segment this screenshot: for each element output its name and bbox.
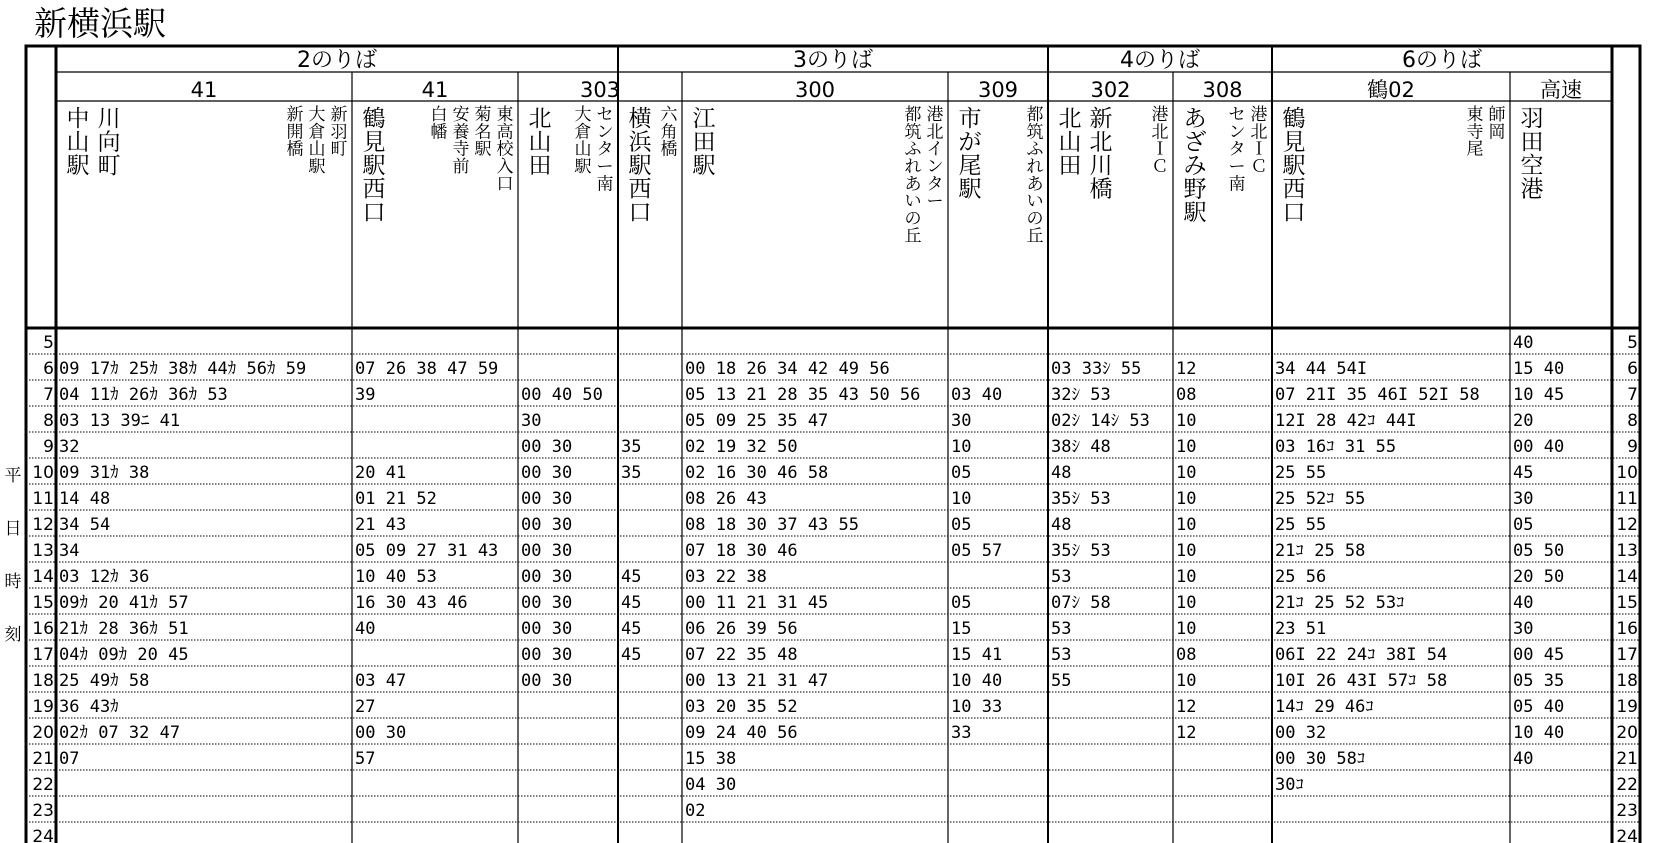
departure-times: 07 26 38 47 59 (355, 359, 499, 379)
departure-times: 08 26 43 (685, 489, 767, 509)
departure-times: 00 30 (521, 437, 573, 457)
departure-times: 07 18 30 46 (685, 541, 798, 561)
departure-times: 02ｼ 14ｼ 53 (1051, 411, 1150, 431)
departure-times: 00 30 (521, 619, 573, 639)
departure-times: 08 18 30 37 43 55 (685, 515, 859, 535)
departure-times: 15 40 (1513, 359, 1565, 379)
route-label: 309 (977, 78, 1019, 102)
route-label: 302 (1090, 78, 1131, 102)
departure-times: 32ｼ 53 (1051, 385, 1111, 405)
hour-label-right: 13 (1616, 541, 1638, 561)
departure-times: 21ｶ 28 36ｶ 51 (59, 619, 189, 639)
route-label: 41 (190, 78, 218, 102)
departure-times: 30 (521, 411, 542, 431)
hour-label-left: 16 (32, 619, 54, 639)
destination-via-label: 東寺尾 (1466, 105, 1484, 160)
destination-main-label: 横浜駅西口 (628, 106, 652, 226)
destination-main-label: 川向町 (97, 106, 121, 179)
hour-label-left: 13 (32, 541, 54, 561)
departure-times: 09 31ｶ 38 (59, 463, 150, 483)
departure-times: 09 17ｶ 25ｶ 38ｶ 44ｶ 56ｶ 59 (59, 359, 307, 379)
destination-via-label: 新開橋 (286, 105, 304, 160)
departure-times: 04 30 (685, 775, 737, 795)
departure-times: 30ｺ (1275, 775, 1304, 795)
departure-times: 48 (1051, 515, 1072, 535)
hour-label-left: 17 (32, 645, 54, 665)
route-label: 308 (1202, 78, 1243, 102)
departure-times: 00 18 26 34 42 49 56 (685, 359, 890, 379)
departure-times: 34 54 (59, 515, 111, 535)
departure-times: 39 (355, 385, 376, 405)
hour-label-left: 24 (32, 827, 54, 843)
hour-label-right: 22 (1616, 775, 1638, 795)
departure-times: 10 33 (951, 697, 1003, 717)
departure-times: 45 (1513, 463, 1534, 483)
departure-times: 09ｶ 20 41ｶ 57 (59, 593, 189, 613)
hour-label-right: 10 (1616, 463, 1638, 483)
departure-times: 08 (1176, 645, 1197, 665)
departure-times: 02 16 30 46 58 (685, 463, 829, 483)
departure-times: 02 (685, 801, 706, 821)
departure-times: 14ｺ 29 46ｺ (1275, 697, 1374, 717)
destination-via-label: 大倉山駅 (308, 105, 326, 178)
departure-times: 05 (951, 593, 972, 613)
platform-label: 3のりば (793, 48, 873, 73)
hour-label-left: 15 (32, 593, 54, 613)
departure-times: 23 51 (1275, 619, 1327, 639)
departure-times: 20 50 (1513, 567, 1565, 587)
weekday-label-char: 日 (4, 519, 22, 539)
destination-via-label: 都筑ふれあいの丘 (1026, 105, 1044, 247)
departure-times: 00 30 (521, 645, 573, 665)
departure-times: 12 (1176, 723, 1197, 743)
hour-label-right: 17 (1616, 645, 1638, 665)
departure-times: 12I 28 42ｺ 44I (1275, 411, 1417, 431)
departure-times: 40 (355, 619, 376, 639)
departure-times: 53 (1051, 645, 1072, 665)
departure-times: 45 (621, 619, 642, 639)
destination-via-label: 安養寺前 (452, 105, 470, 178)
hour-label-right: 12 (1616, 515, 1638, 535)
departure-times: 33 (951, 723, 972, 743)
departure-times: 05 50 (1513, 541, 1565, 561)
destination-via-label: 六角橋 (660, 105, 678, 160)
departure-times: 20 41 (355, 463, 407, 483)
route-label: 303 (579, 78, 621, 102)
departure-times: 05 (951, 463, 972, 483)
hour-label-left: 12 (32, 515, 54, 535)
departure-times: 10 (1176, 567, 1197, 587)
hour-label-left: 19 (32, 697, 54, 717)
departure-times: 07 (59, 749, 80, 769)
departure-times: 02ｶ 07 32 47 (59, 723, 181, 743)
departure-times: 12 (1176, 359, 1197, 379)
departure-times: 03 20 35 52 (685, 697, 798, 717)
departure-times: 05 57 (951, 541, 1003, 561)
destination-main-label: 中山駅 (66, 106, 90, 179)
departure-times: 35ｼ 53 (1051, 489, 1111, 509)
weekday-label-char: 平 (4, 466, 22, 486)
departure-times: 00 13 21 31 47 (685, 671, 829, 691)
hour-label-right: 21 (1616, 749, 1638, 769)
departure-times: 40 (1513, 333, 1534, 353)
destination-via-label: センター南 (596, 105, 614, 195)
departure-times: 05 09 27 31 43 (355, 541, 499, 561)
departure-times: 35 (621, 437, 642, 457)
departure-times: 21ｺ 25 58 (1275, 541, 1366, 561)
departure-times: 07 22 35 48 (685, 645, 798, 665)
departure-times: 40 (1513, 593, 1534, 613)
departure-times: 12 (1176, 697, 1197, 717)
departure-times: 06I 22 24ｺ 38I 54 (1275, 645, 1448, 665)
departure-times: 30 (951, 411, 972, 431)
departure-times: 45 (621, 593, 642, 613)
departure-times: 25 55 (1275, 463, 1327, 483)
hour-label-left: 5 (43, 333, 54, 353)
hour-label-right: 18 (1616, 671, 1638, 691)
departure-times: 00 30 (521, 541, 573, 561)
departure-times: 05 (1513, 515, 1534, 535)
hour-label-right: 15 (1616, 593, 1638, 613)
hour-label-left: 21 (32, 749, 54, 769)
departure-times: 10 40 53 (355, 567, 437, 587)
departure-times: 00 40 (1513, 437, 1565, 457)
departure-times: 53 (1051, 567, 1072, 587)
departure-times: 10 (1176, 463, 1197, 483)
departure-times: 10 (951, 489, 972, 509)
destination-via-label: 白幡 (430, 105, 448, 143)
departure-times: 05 40 (1513, 697, 1565, 717)
departure-times: 03 47 (355, 671, 407, 691)
departure-times: 00 30 (521, 463, 573, 483)
departure-times: 10 (1176, 541, 1197, 561)
departure-times: 57 (355, 749, 376, 769)
departure-times: 55 (1051, 671, 1072, 691)
departure-times: 10 (951, 437, 972, 457)
departure-times: 05 09 25 35 47 (685, 411, 829, 431)
route-label: 41 (421, 78, 449, 102)
destination-via-label: 新羽町 (330, 105, 348, 160)
departure-times: 10 (1176, 671, 1197, 691)
hour-label-right: 7 (1627, 385, 1638, 405)
departure-times: 35ｼ 53 (1051, 541, 1111, 561)
route-label: 300 (794, 78, 836, 102)
departure-times: 00 32 (1275, 723, 1327, 743)
hour-label-right: 9 (1627, 437, 1638, 457)
departure-times: 15 (951, 619, 972, 639)
destination-main-label: あざみ野駅 (1183, 106, 1207, 226)
hour-label-right: 16 (1616, 619, 1638, 639)
departure-times: 00 30 (521, 567, 573, 587)
hour-label-right: 6 (1627, 359, 1638, 379)
destination-via-label: 港北インター (926, 105, 944, 212)
departure-times: 03 13 39ﾆ 41 (59, 411, 181, 431)
departure-times: 10 (1176, 411, 1197, 431)
hour-label-right: 19 (1616, 697, 1638, 717)
destination-via-label: 都筑ふれあいの丘 (904, 105, 922, 247)
departure-times: 40 (1513, 749, 1534, 769)
hour-label-right: 23 (1616, 801, 1638, 821)
departure-times: 21ｺ 25 52 53ｺ (1275, 593, 1405, 613)
departure-times: 03 16ｺ 31 55 (1275, 437, 1397, 457)
hour-label-left: 10 (32, 463, 54, 483)
departure-times: 53 (1051, 619, 1072, 639)
departure-times: 25 52ｺ 55 (1275, 489, 1366, 509)
departure-times: 10I 26 43I 57ｺ 58 (1275, 671, 1448, 691)
destination-via-label: 港北ＩＣ (1250, 105, 1268, 178)
destination-main-label: 北山田 (1058, 106, 1082, 179)
departure-times: 00 30 (355, 723, 407, 743)
destination-main-label: 北山田 (528, 106, 552, 179)
departure-times: 10 40 (951, 671, 1003, 691)
route-label: 高速 (1540, 78, 1582, 102)
departure-times: 10 (1176, 489, 1197, 509)
departure-times: 25 56 (1275, 567, 1327, 587)
weekday-label-char: 時 (4, 572, 22, 592)
departure-times: 35 (621, 463, 642, 483)
departure-times: 00 30 (521, 515, 573, 535)
departure-times: 02 19 32 50 (685, 437, 798, 457)
departure-times: 38ｼ 48 (1051, 437, 1111, 457)
departure-times: 03 40 (951, 385, 1003, 405)
departure-times: 03 33ｼ 55 (1051, 359, 1142, 379)
destination-main-label: 江田駅 (692, 106, 716, 179)
departure-times: 01 21 52 (355, 489, 437, 509)
departure-times: 10 40 (1513, 723, 1565, 743)
departure-times: 27 (355, 697, 376, 717)
hour-label-left: 23 (32, 801, 54, 821)
platform-label: 2のりば (297, 48, 377, 73)
departure-times: 05 (951, 515, 972, 535)
departure-times: 10 (1176, 619, 1197, 639)
departure-times: 05 35 (1513, 671, 1565, 691)
departure-times: 45 (621, 567, 642, 587)
hour-label-right: 5 (1627, 333, 1638, 353)
hour-label-left: 7 (43, 385, 54, 405)
hour-label-left: 22 (32, 775, 54, 795)
departure-times: 05 13 21 28 35 43 50 56 (685, 385, 921, 405)
destination-via-label: 港北ＩＣ (1151, 105, 1169, 178)
departure-times: 08 (1176, 385, 1197, 405)
departure-times: 36 43ｶ (59, 697, 119, 717)
hour-label-right: 24 (1616, 827, 1638, 843)
page-title: 新横浜駅 (34, 4, 166, 43)
destination-main-label: 鶴見駅西口 (1282, 106, 1306, 226)
departure-times: 04ｶ 09ｶ 20 45 (59, 645, 189, 665)
departure-times: 10 (1176, 437, 1197, 457)
departure-times: 48 (1051, 463, 1072, 483)
departure-times: 03 12ｶ 36 (59, 567, 150, 587)
departure-times: 07ｼ 58 (1051, 593, 1111, 613)
platform-label: 4のりば (1120, 48, 1200, 73)
platform-label: 6のりば (1402, 48, 1482, 73)
departure-times: 25 49ｶ 58 (59, 671, 150, 691)
weekday-label-char: 刻 (4, 625, 22, 645)
destination-main-label: 市が尾駅 (958, 106, 982, 203)
departure-times: 16 30 43 46 (355, 593, 468, 613)
departure-times: 00 30 (521, 593, 573, 613)
destination-via-label: 大倉山駅 (574, 105, 592, 178)
hour-label-left: 14 (32, 567, 54, 587)
departure-times: 45 (621, 645, 642, 665)
departure-times: 10 (1176, 515, 1197, 535)
departure-times: 21 43 (355, 515, 407, 535)
departure-times: 30 (1513, 619, 1534, 639)
destination-main-label: 新北川橋 (1089, 106, 1113, 203)
departure-times: 00 45 (1513, 645, 1565, 665)
destination-via-label: 師岡 (1488, 105, 1506, 143)
hour-label-right: 8 (1627, 411, 1638, 431)
departure-times: 14 48 (59, 489, 111, 509)
departure-times: 20 (1513, 411, 1534, 431)
table-frame (26, 46, 1640, 843)
departure-times: 07 21I 35 46I 52I 58 (1275, 385, 1480, 405)
departure-times: 15 41 (951, 645, 1003, 665)
hour-label-left: 11 (32, 489, 54, 509)
departure-times: 25 55 (1275, 515, 1327, 535)
hour-label-left: 20 (32, 723, 54, 743)
hour-label-left: 18 (32, 671, 54, 691)
departure-times: 00 11 21 31 45 (685, 593, 829, 613)
departure-times: 10 45 (1513, 385, 1565, 405)
departure-times: 34 44 54I (1275, 359, 1368, 379)
hour-label-left: 8 (43, 411, 54, 431)
departure-times: 06 26 39 56 (685, 619, 798, 639)
departure-times: 30 (1513, 489, 1534, 509)
destination-main-label: 羽田空港 (1520, 106, 1544, 203)
departure-times: 10 (1176, 593, 1197, 613)
hour-label-left: 9 (43, 437, 54, 457)
hour-label-right: 11 (1616, 489, 1638, 509)
departure-times: 32 (59, 437, 80, 457)
departure-times: 00 40 50 (521, 385, 603, 405)
departure-times: 00 30 (521, 671, 573, 691)
departure-times: 09 24 40 56 (685, 723, 798, 743)
hour-label-right: 14 (1616, 567, 1638, 587)
departure-times: 00 30 (521, 489, 573, 509)
departure-times: 15 38 (685, 749, 737, 769)
departure-times: 03 22 38 (685, 567, 767, 587)
hour-label-left: 6 (43, 359, 54, 379)
departure-times: 00 30 58ｺ (1275, 749, 1366, 769)
departure-times: 04 11ｶ 26ｶ 36ｶ 53 (59, 385, 228, 405)
route-label: 鶴02 (1367, 78, 1415, 102)
destination-via-label: センター南 (1228, 105, 1246, 195)
destination-via-label: 菊名駅 (474, 105, 492, 160)
hour-label-right: 20 (1616, 723, 1638, 743)
destination-main-label: 鶴見駅西口 (362, 106, 386, 226)
departure-times: 34 (59, 541, 80, 561)
destination-via-label: 東高校入口 (496, 105, 514, 195)
